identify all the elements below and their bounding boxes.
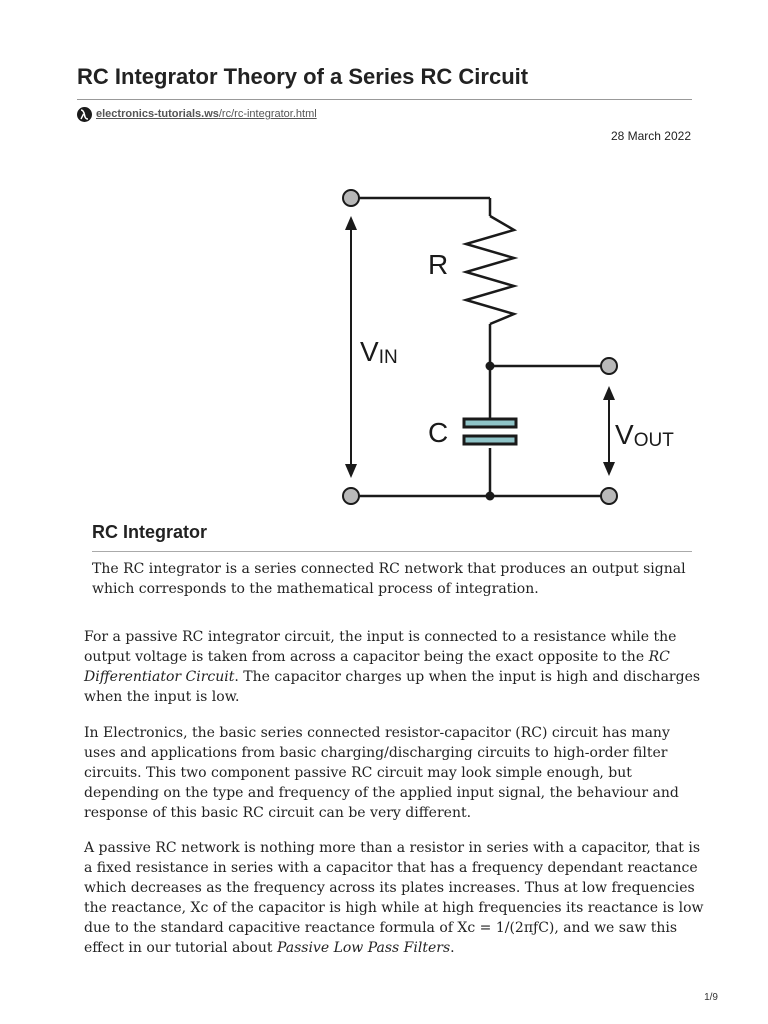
body-paragraph-2: In Electronics, the basic series connected resistor-capacitor (RC) circuit has many uses and applications from basic charging/discharging circuits to high-order filter circuits. This two component passive RC circuit may look simple enough, but depending on the type and frequency of the applied input signal, the behaviour and response of this basic RC circuit can be very different. [84,725,679,821]
output-terminal-top [601,358,617,374]
vout-label-main: V [615,419,634,450]
vout-label [615,419,674,451]
source-domain: electronics-tutorials.ws [96,108,219,120]
vin-label [360,336,398,368]
source-line [77,106,317,122]
p1-text-a: For a passive RC integrator circuit, the input is connected to a resistance while the output voltage is taken from across a capacitor being the exact opposite to the [84,629,677,665]
body-paragraph-3 [84,838,704,958]
input-terminal-bottom [343,488,359,504]
junction-dot [486,492,495,501]
page-date: 28 March 2022 [610,129,691,143]
rc-integrator-circuit-diagram [330,178,674,518]
intro-paragraph: The RC integrator is a series connected RC network that produces an output signal which corresponds to the mathematical process of integration. [92,561,686,597]
source-link[interactable] [96,108,317,120]
page-title: RC Integrator Theory of a Series RC Circuit [77,64,529,89]
p1-text-b: . The capacitor charges up when the input is high and discharges when the input is low. [84,669,701,705]
title-divider [77,99,692,100]
vout-label-sub: OUT [633,430,674,451]
resistor-symbol [466,216,514,324]
junction-dot [486,362,495,371]
vin-label-sub: IN [378,347,398,368]
vin-arrow [345,216,357,478]
low-pass-filters-reference: Passive Low Pass Filters [276,940,451,956]
section-divider [92,551,692,552]
section-heading: RC Integrator [92,522,208,542]
vout-arrow [603,386,615,476]
capacitor-label: C [428,417,449,448]
site-logo-icon [77,107,92,122]
resistor-label: R [428,249,449,280]
input-terminal-top [343,190,359,206]
page-number: 1/9 [704,992,718,1003]
vin-label-main: V [360,336,379,367]
capacitor-symbol [464,419,516,444]
output-terminal-bottom [601,488,617,504]
p3-text-b: . [450,940,455,956]
source-path: /rc/rc-integrator.html [218,108,317,120]
rc-differentiator-reference: RC Differentiator Circuit [84,649,670,685]
p3-text-a: A passive RC network is nothing more than a resistor in series with a capacitor, that is a fixed resistance in series with a capacitor that has a frequency dependant reactance which decreases as the frequency across its plates increases. Thus at low frequencies the reactance, Xc of the capacitor is high while at high frequencies its reactance is low due to the standard capacitive reactance formula of Xc = 1/(2πƒC), and we saw this effect in our tutorial about [84,840,704,956]
body-paragraph-1 [84,627,704,707]
